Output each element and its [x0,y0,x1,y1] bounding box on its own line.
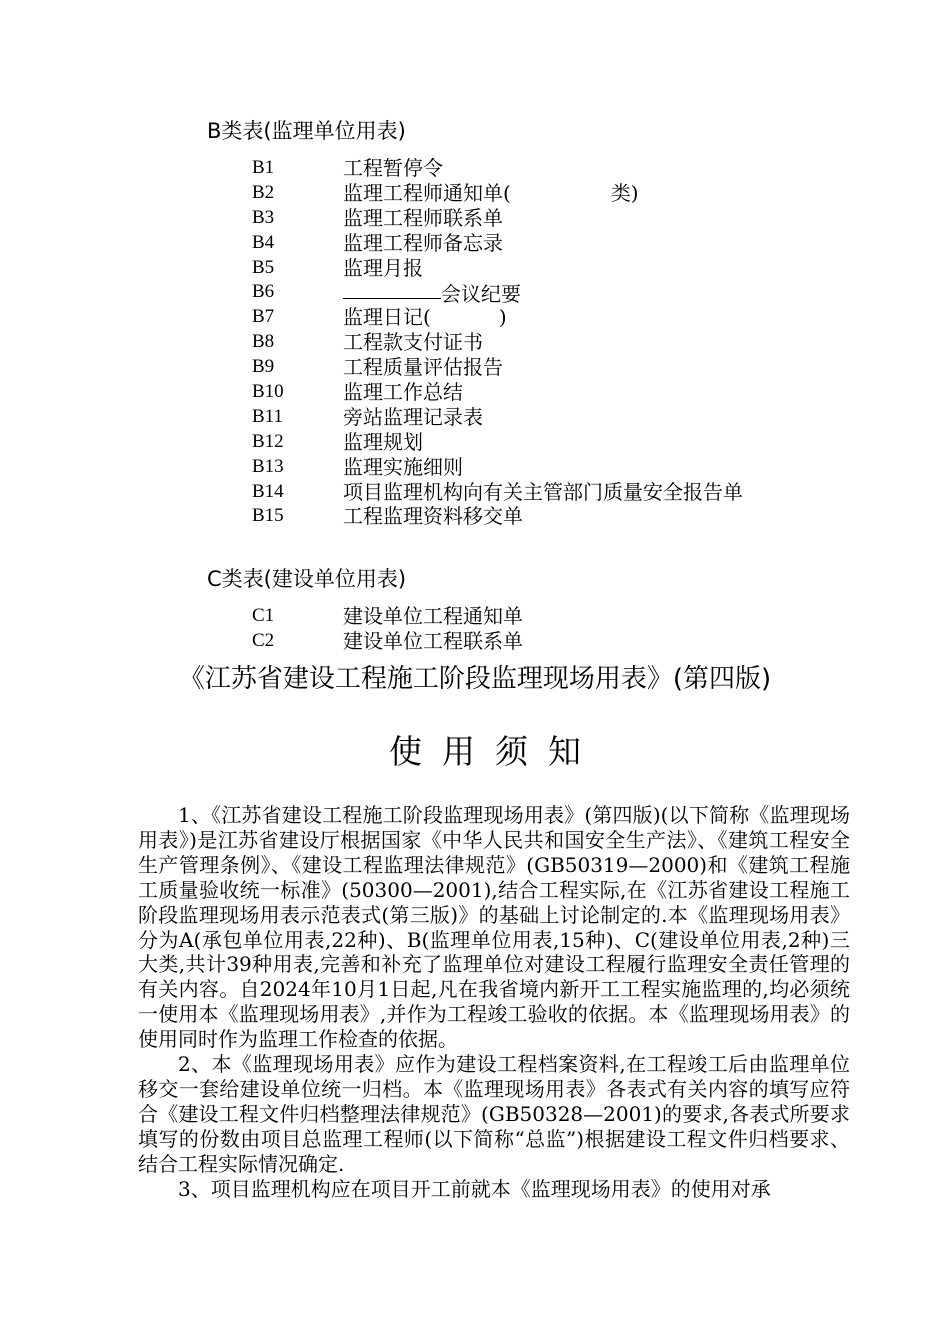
item-code: B3 [252,206,275,228]
item-code: C2 [252,629,275,651]
item-name: 监理工程师联系单 [343,205,503,230]
item-name: 项目监理机构向有关主管部门质量安全报告单 [343,479,743,504]
item-code: B14 [252,480,284,502]
item-code: B11 [252,405,283,427]
list-item [252,629,892,654]
item-name: 监理实施细则 [343,454,463,479]
list-item [252,405,892,430]
item-code: B2 [252,181,275,203]
item-code: B10 [252,381,284,403]
list-item [252,455,892,480]
item-name: 监理工程师通知单( [343,180,511,205]
item-name-wrap [343,280,521,307]
item-code: B5 [252,256,275,278]
item-code: C1 [252,605,275,626]
fill-in-blank [343,280,441,299]
paragraph: 3、项目监理机构应在项目开工前就本《监理现场用表》的使用对承 [178,1176,771,1201]
item-name: 监理工程师备忘录 [343,230,503,255]
notice-heading: 使用须知 [389,732,601,771]
item-name-wrap [343,181,639,206]
list-item [252,355,892,380]
item-name: 旁站监理记录表 [343,404,483,429]
list-item [252,181,892,206]
item-name: 工程监理资料移交单 [343,504,523,529]
list-item [252,380,892,405]
item-code: B8 [252,331,275,353]
item-code: B9 [252,356,275,378]
paragraph: 2、本《监理现场用表》应作为建设工程档案资料,在工程竣工后由监理单位移交一套给建设单位统一归档。本《监理现场用表》各表式有关内容的填写应符合《建设工程文件归档整理法律规范》(GB50328—2001)的要求,各表式所要求填写的份数由项目总监理工程师(以下简称“总监”)根据建设工程文件归档要求、结合工程实际情况确定. [138,1052,850,1176]
section-b-title: B类表(监理单位用表) [207,119,406,143]
item-suffix: 类) [610,180,639,205]
list-item [252,604,892,629]
list-item [252,206,892,231]
list-item [252,480,892,505]
item-name: 监理规划 [343,429,423,454]
paragraph: 1、《江苏省建设工程施工阶段监理现场用表》(第四版)(以下简称《监理现场用表》)是江苏省建设厅根据国家《中华人民共和国安全生产法》、《建筑工程安全生产管理条例》、《建设工程监理法律规范》(GB50319—2000)和《建筑工程施工质量验收统一标准》(50300—2001),结合工程实际,在《江苏省建设工程施工阶段监理现场用表示范表式(第三版)》的基础上讨论制定的.本《监理现场用表》分为A(承包单位用表,22种)、B(监理单位用表,15种)、C(建设单位用表,2种)三大类,共计39种用表,完善和补充了监理单位对建设工程履行监理安全责任管理的有关内容。自2024年10月1日起,凡在我省境内新开工工程实施监理的,均必须统一使用本《监理现场用表》,并作为工程竣工验收的依据。本《监理现场用表》的使用同时作为监理工作检查的依据。 [138,803,850,1052]
list-item [252,280,892,305]
item-name: 建设单位工程通知单 [343,604,523,628]
item-code: B7 [252,306,275,328]
notice-body [138,803,850,1202]
item-name: 会议纪要 [441,282,521,307]
section-c-list [252,604,892,654]
list-item [252,256,892,281]
item-code: B12 [252,430,284,452]
item-name: 监理月报 [343,255,423,280]
item-name: 工程质量评估报告 [343,355,503,380]
list-item [252,504,892,529]
list-item [252,156,892,181]
item-name: 工程暂停令 [343,156,443,180]
section-c-title: C类表(建设单位用表) [207,567,407,591]
list-item [252,430,892,455]
document-title: 《江苏省建设工程施工阶段监理现场用表》(第四版) [178,664,772,694]
list-item [252,231,892,256]
list-item [252,305,892,330]
item-name: 建设单位工程联系单 [343,628,523,653]
item-code: B1 [252,157,275,178]
item-code: B15 [252,505,284,527]
section-b-list [252,156,892,529]
item-suffix: ) [498,305,507,330]
item-name: 监理日记( [343,305,431,330]
item-code: B6 [252,281,275,303]
item-name: 监理工作总结 [343,380,463,405]
item-name-wrap [343,305,507,330]
item-code: B4 [252,231,275,253]
item-name: 工程款支付证书 [343,330,483,355]
item-code: B13 [252,455,284,477]
list-item [252,330,892,355]
